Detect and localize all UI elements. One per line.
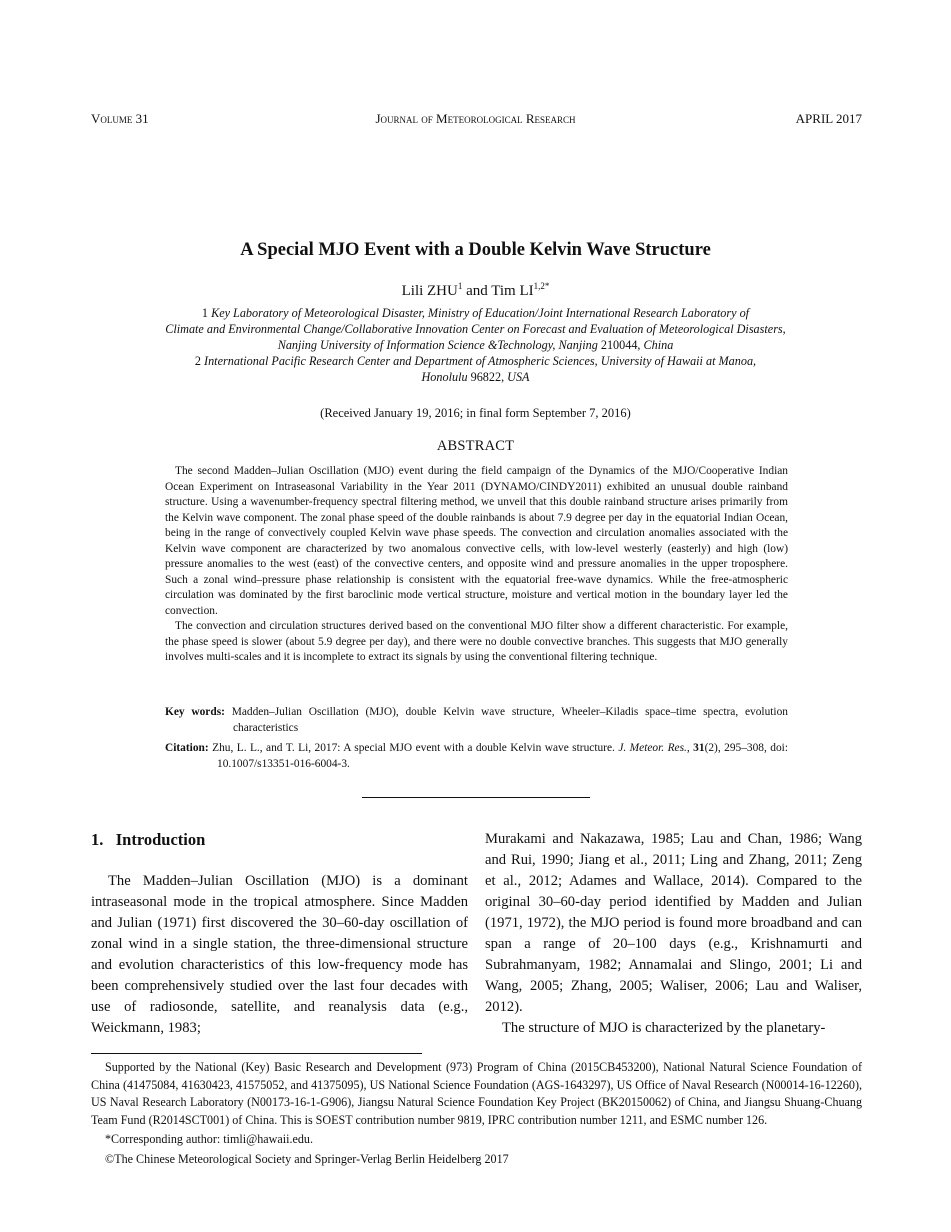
keywords [165, 705, 788, 736]
footnotes [91, 1059, 862, 1170]
intro-paragraph-2: The structure of MJO is characterized by the planetary- [502, 1020, 826, 1036]
author-2-affil: 1,2* [533, 281, 550, 291]
affiliation-2-line-1: 2 International Pacific Research Center and Department of Atmospheric Sciences, University of Hawaii at Manoa, [194, 354, 757, 368]
intro-paragraph-1-continued: Murakami and Nakazawa, 1985; Lau and Chan, 1986; Wang and Rui, 1990; Jiang et al., 2011; Ling and Zhang, 2011; Zeng et al., 2012; Adames and Wallace, 2014). Compared to the original 30–60-day period identified by Madden and Julian (1971, 1972), the MJO period is found more broadband and can span a range of 20–100 days (e.g., Krishnamurti and Subrahmanyam, 1982; Annamalai and Slingo, 2001; Li and Wang, 2005; Zhang, 2005; Waliser, 2006; Lau and Waliser, 2012). [485, 831, 862, 1015]
citation-volume: 31 [693, 742, 705, 754]
corresponding-author-footnote: *Corresponding author: timli@hawaii.edu. [105, 1132, 313, 1146]
running-header-journal: Journal of Meteorological Research [375, 111, 576, 126]
author-line [0, 281, 951, 300]
abstract-heading: ABSTRACT [436, 438, 515, 454]
running-header-volume: Volume 31 [91, 111, 149, 126]
citation-label: Citation: [165, 742, 209, 754]
body-column-left [91, 871, 468, 1039]
affiliation-1-line-3: Nanjing University of Information Science &Technology, Nanjing 210044, China [277, 338, 674, 352]
citation-journal: J. Meteor. Res. [618, 742, 687, 754]
citation-pages-doi[interactable]: (2), 295–308, doi: 10.1007/s13351-016-6004-3. [217, 742, 788, 770]
abstract-body [165, 464, 788, 666]
body-column-right [485, 829, 862, 1039]
received-dates: (Received January 19, 2016; in final form September 7, 2016) [320, 406, 631, 420]
citation: Citation: Zhu, L. L., and T. Li, 2017: A special MJO event with a double Kelvin wave structure. J. Meteor. Res., 31(2), 295–308, doi: 10.1007/s13351-016-6004-3. [165, 742, 788, 770]
author-1: Lili ZHU [401, 283, 458, 299]
abstract-paragraph-2: The convection and circulation structures derived based on the conventional MJO filter show a different characteristic. For example, the phase speed is slower (about 5.9 degree per day), and there were no double convective branches. This suggests that MJO generally involves multi-scales and it is incomplete to extract its signals by using the conventional filtering technique. [165, 620, 788, 663]
author-1-affil: 1 [457, 281, 463, 291]
paper-title: A Special MJO Event with a Double Kelvin Wave Structure [240, 240, 711, 260]
section-heading-introduction: 1. Introduction [91, 830, 206, 849]
footnote-rule [91, 1053, 422, 1054]
section-divider [362, 797, 590, 798]
intro-paragraph-1: The Madden–Julian Oscillation (MJO) is a dominant intraseasonal mode in the tropical atmosphere. Since Madden and Julian (1971) first discovered the 30–60-day oscillation of zonal wind in a single station, the three-dimensional structure and evolution characteristics of this low-frequency mode has been comprehensively studied over the last four decades with use of radiosonde, satellite, and reanalysis data (e.g., Weickmann, 1983; [91, 873, 468, 1036]
affiliation-1-line-2: Climate and Environmental Change/Collaborative Innovation Center on Forecast and Evaluation of Meteorological Disasters, [165, 322, 786, 336]
affiliation-2-line-2: Honolulu 96822, USA [421, 370, 530, 384]
copyright-footnote: ©The Chinese Meteorological Society and Springer-Verlag Berlin Heidelberg 2017 [105, 1151, 509, 1166]
running-header-date: APRIL 2017 [795, 111, 862, 126]
author-conjunction: and [462, 283, 492, 299]
keywords-text: Madden–Julian Oscillation (MJO), double Kelvin wave structure, Wheeler–Kiladis space–time spectra, evolution characteristics [231, 706, 788, 734]
author-2: Tim LI [491, 283, 534, 299]
abstract-paragraph-1: The second Madden–Julian Oscillation (MJO) event during the field campaign of the Dynamics of the MJO/Cooperative Indian Ocean Experiment on Intraseasonal Variability in the Year 2011 (DYNAMO/CINDY2011) exhibited an unusual double rainband structure. Using a wavenumber-frequency spectral filtering method, we unveil that this double rainband structure arises primarily from the Kelvin wave component. The zonal phase speed of the double rainbands is about 7.9 degree per day in the equatorial Indian Ocean, being in the range of convectively coupled Kelvin wave phase speeds. The convection and circulation anomalies associated with the Kelvin wave component are characterized by two anomalous convective cells, with low-level westerly (easterly) and high (low) pressure anomalies to the west (east) of the convective centers, and opposite wind and pressure anomalies in the upper troposphere. Such a zonal wind–pressure phase relationship is consistent with the equatorial free-wave dynamics. While the free-atmospheric circulation was dominated by the first baroclinic mode vertical structure, moisture and vertical motion in the boundary layer led the convection. [165, 465, 788, 617]
funding-footnote: Supported by the National (Key) Basic Research and Development (973) Program of China (2015CB453200), National Natural Science Foundation of China (41475084, 41630423, 41575052, and 41375095), US National Science Foundation (AGS-1643297), US Office of Naval Research (N00014-16-12260), US Naval Research Laboratory (N00173-16-1-G906), Jiangsu Natural Science Foundation Key Project (BK20150062) of China, and Jiangsu Shuang-Chuang Team Fund (R2014SCT001) of China. This is SOEST contribution number 9819, IPRC contribution number 1211, and ESMC number 126. [91, 1060, 862, 1127]
citation-text: Zhu, L. L., and T. Li, 2017: A special MJO event with a double Kelvin wave structure. [212, 742, 615, 754]
affiliation-1-line-1: 1 Key Laboratory of Meteorological Disaster, Ministry of Education/Joint International Research Laboratory of [201, 306, 750, 320]
keywords-label: Key words: [165, 706, 225, 718]
affiliations [100, 305, 851, 385]
